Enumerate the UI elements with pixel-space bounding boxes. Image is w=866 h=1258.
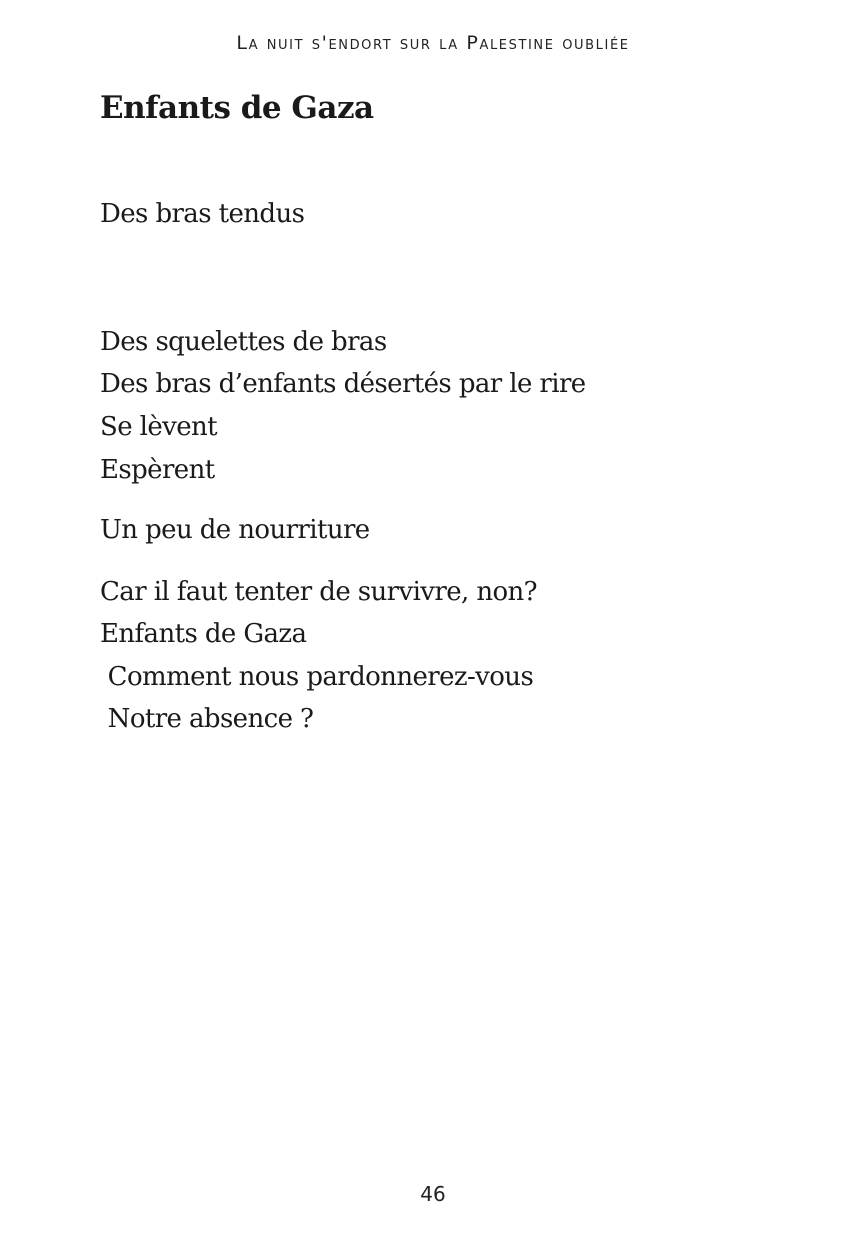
running-header-title: La nuit s'endort sur la Palestine oubliée [236, 32, 630, 54]
poem-line: Des squelettes de bras [100, 327, 387, 357]
poem-line: Enfants de Gaza [100, 619, 307, 649]
poem-line: Comment nous pardonnerez-vous [100, 662, 534, 692]
poem-line: Car il faut tenter de survivre, non? [100, 577, 538, 607]
poem-line: Un peu de nourriture [100, 515, 370, 545]
page-number: 46 [420, 1182, 446, 1206]
poem-line: Des bras d’enfants désertés par le rire [100, 369, 586, 399]
poem-line: Espèrent [100, 455, 215, 485]
poem-line: Notre absence ? [100, 704, 314, 734]
poem-title: Enfants de Gaza [100, 90, 374, 126]
poem-line: Des bras tendus [100, 199, 305, 229]
poem-line: Se lèvent [100, 412, 218, 442]
